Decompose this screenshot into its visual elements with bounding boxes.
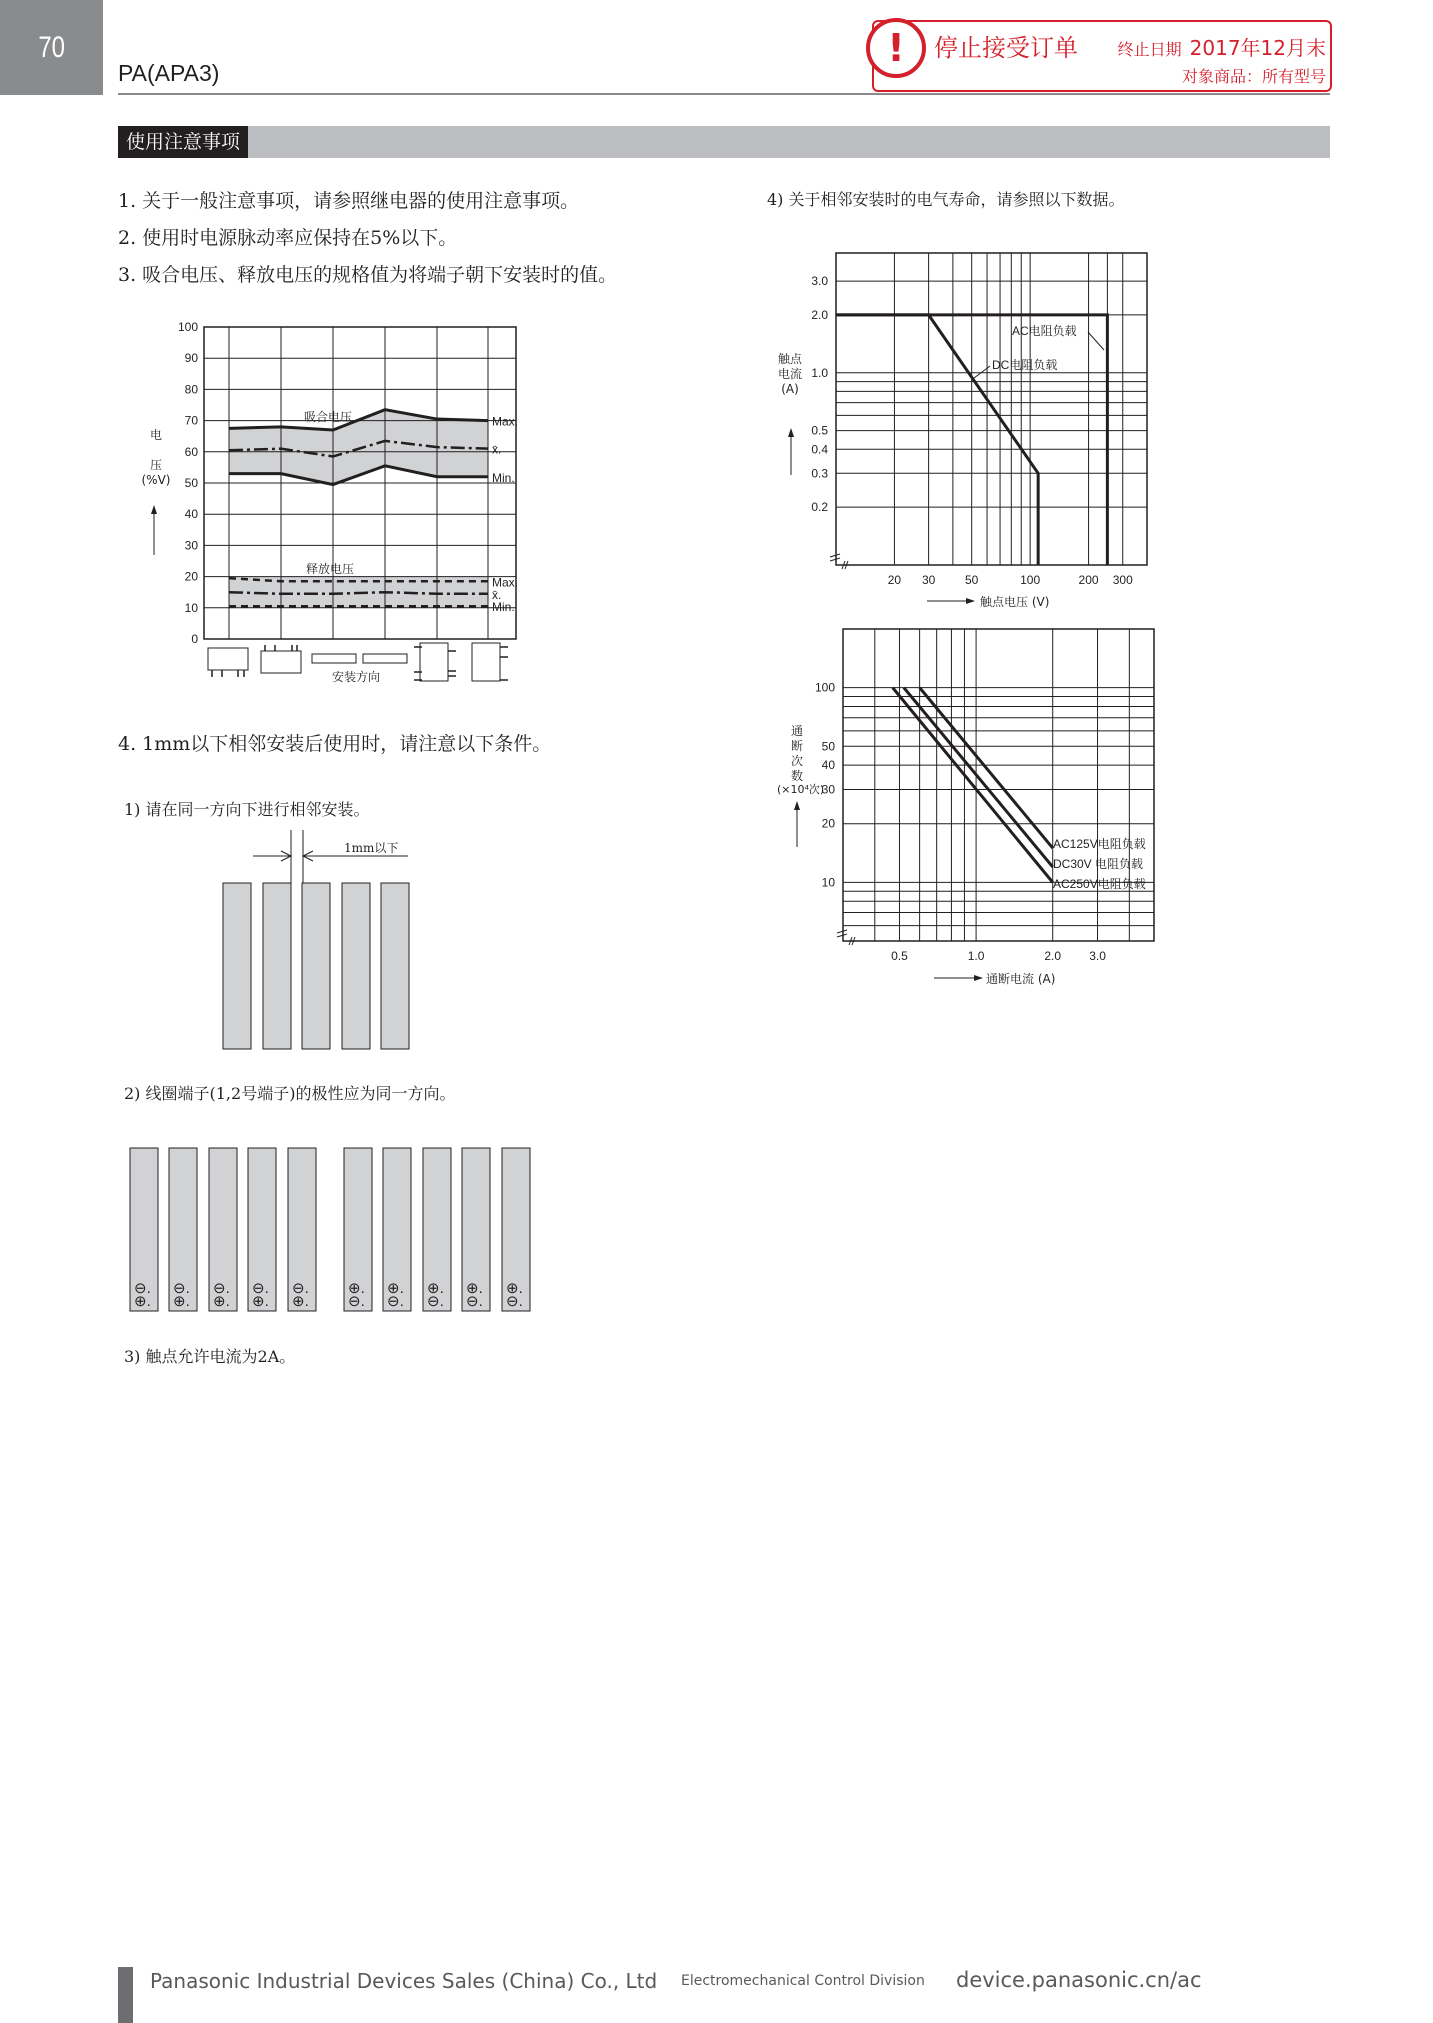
axis-break-icon xyxy=(837,930,855,945)
polarity-symbol: ⊖. xyxy=(466,1293,483,1310)
polarity-symbol: ⊖. xyxy=(427,1293,444,1310)
polarity-symbol: ⊕. xyxy=(252,1293,269,1310)
product-title: PA(APA3) xyxy=(118,60,220,86)
electrical-life-x-tick-label: 3.0 xyxy=(1089,949,1106,963)
polarity-symbol: ⊖. xyxy=(348,1293,365,1310)
polarity-symbol: ⊕. xyxy=(348,1280,365,1297)
y-tick-label: 80 xyxy=(184,382,198,397)
legend-mean: x̄. xyxy=(492,587,502,602)
legend-mean: x̄. xyxy=(492,442,502,457)
relay-body xyxy=(342,883,370,1049)
contact-rating-y-tick-label: 2.0 xyxy=(811,307,828,322)
polarity-symbol: ⊖. xyxy=(213,1280,230,1297)
contact-current-axis-label: 触点电流 (A) xyxy=(778,352,803,396)
note-2: 2. 使用时电源脉动率应保持在5%以下。 xyxy=(118,227,458,249)
polarity-symbol: ⊕. xyxy=(387,1280,404,1297)
series-label: DC30V 电阻负载 xyxy=(1053,857,1144,871)
arrow-head-icon xyxy=(966,598,975,604)
polarity-symbol: ⊖. xyxy=(252,1280,269,1297)
y-tick-label: 40 xyxy=(184,507,198,522)
condition-3: 3) 触点允许电流为2A。 xyxy=(124,1347,296,1366)
legend-max: Max. xyxy=(492,575,519,590)
exclamation-icon: ! xyxy=(866,18,926,78)
condition-4: 4) 关于相邻安装时的电气寿命，请参照以下数据。 xyxy=(767,190,1125,209)
note-3: 3. 吸合电压、释放电压的规格值为将端子朝下安装时的值。 xyxy=(118,264,618,286)
polarity-symbol: ⊖. xyxy=(173,1280,190,1297)
contact-rating-y-tick-label: 0.2 xyxy=(811,500,828,515)
note-1: 1. 关于一般注意事项，请参照继电器的使用注意事项。 xyxy=(118,190,580,212)
y-tick-label: 60 xyxy=(184,444,198,459)
polarity-symbol: ⊕. xyxy=(466,1280,483,1297)
contact-rating-x-tick-label: 50 xyxy=(965,573,979,587)
electrical-life-y-tick-label: 20 xyxy=(821,816,835,831)
electrical-life-x-tick-label: 0.5 xyxy=(891,949,908,963)
y-tick-label: 0 xyxy=(191,632,198,646)
operations-axis-label: 通断次数 xyxy=(790,724,803,783)
contact-rating-y-tick-label: 0.4 xyxy=(811,442,828,457)
y-tick-label: 50 xyxy=(184,476,198,490)
y-tick-label: 20 xyxy=(184,569,198,584)
electrical-life-x-tick-label: 2.0 xyxy=(1044,949,1062,963)
footer-company: Panasonic Industrial Devices Sales (China) Co., Ltd xyxy=(150,1969,658,1993)
relay-orientation-icon xyxy=(472,643,500,681)
series-label: AC125V电阻负载 xyxy=(1053,837,1146,851)
stamp-date-value: 2017年12月末 xyxy=(1189,36,1326,60)
contact-voltage-axis-label: 触点电压 (V) xyxy=(980,595,1050,609)
note-4: 4. 1mm以下相邻安装后使用时，请注意以下条件。 xyxy=(118,733,552,755)
relay-body xyxy=(263,883,291,1049)
axis-break-icon xyxy=(830,554,848,569)
polarity-symbol: ⊖. xyxy=(134,1280,151,1297)
series-label: AC250V电阻负载 xyxy=(1053,877,1146,891)
y-tick-label: 10 xyxy=(184,600,198,615)
ylabel-char: 压 xyxy=(149,458,162,472)
pickup-voltage-label: 吸合电压 xyxy=(304,410,353,424)
relay-orientation-icon xyxy=(420,643,448,681)
spacing-dimension-label: 1mm以下 xyxy=(344,841,399,855)
series-label-ac: AC电阻负载 xyxy=(1012,324,1077,338)
legend-min: Min. xyxy=(492,470,515,485)
electrical-life-y-tick-label: 50 xyxy=(821,739,835,754)
relay-orientation-icon xyxy=(261,651,301,673)
condition-2: 2) 线圈端子(1,2号端子)的极性应为同一方向。 xyxy=(124,1084,456,1103)
polarity-symbol: ⊕. xyxy=(213,1293,230,1310)
ylabel-char: 电 xyxy=(149,428,162,442)
footer-url[interactable]: device.panasonic.cn/ac xyxy=(956,1968,1202,1992)
y-tick-label: 30 xyxy=(184,538,198,553)
leader-line xyxy=(974,366,990,378)
series-label-dc: DC电阻负载 xyxy=(992,358,1058,372)
stamp-target: 对象商品：所有型号 xyxy=(1181,67,1326,86)
leader-line xyxy=(1088,332,1104,350)
contact-rating-y-tick-label: 0.5 xyxy=(811,423,828,438)
page-number: 70 xyxy=(38,30,65,64)
relay-orientation-icon xyxy=(312,654,356,663)
contact-rating-x-tick-label: 200 xyxy=(1078,573,1099,587)
ylabel-unit: (%V) xyxy=(141,473,171,487)
electrical-life-y-tick-label: 40 xyxy=(821,758,835,773)
polarity-symbol: ⊖. xyxy=(506,1293,523,1310)
mounting-direction-label: 安装方向 xyxy=(332,670,381,684)
electrical-life-y-tick-label: 30 xyxy=(821,782,835,797)
relay-orientation-icon xyxy=(363,654,407,663)
arrow-head-icon xyxy=(974,975,983,981)
polarity-symbol: ⊖. xyxy=(387,1293,404,1310)
relay-body xyxy=(223,883,251,1049)
contact-rating-y-tick-label: 0.3 xyxy=(811,466,828,481)
contact-rating-x-tick-label: 300 xyxy=(1112,573,1133,587)
electrical-life-y-tick-label: 100 xyxy=(814,680,835,695)
contact-rating-series-line xyxy=(836,315,1038,565)
polarity-symbol: ⊕. xyxy=(427,1280,444,1297)
release-voltage-label: 释放电压 xyxy=(306,562,355,576)
stamp-main-text: 停止接受订单 xyxy=(934,34,1078,62)
arrow-head-icon xyxy=(151,505,157,514)
relay-body xyxy=(302,883,330,1049)
electrical-life-x-tick-label: 1.0 xyxy=(967,949,985,963)
y-tick-label: 70 xyxy=(184,413,198,428)
footer-bar xyxy=(118,1967,133,2023)
contact-rating-plot-frame xyxy=(836,253,1147,565)
polarity-symbol: ⊕. xyxy=(173,1293,190,1310)
relay-body xyxy=(381,883,409,1049)
y-tick-label: 90 xyxy=(184,351,198,366)
relay-orientation-icon xyxy=(208,648,248,670)
contact-rating-y-tick-label: 3.0 xyxy=(811,274,828,289)
arrow-head-icon xyxy=(788,428,794,437)
electrical-life-y-tick-label: 10 xyxy=(821,875,835,890)
polarity-symbol: ⊖. xyxy=(292,1280,309,1297)
contact-rating-x-tick-label: 100 xyxy=(1020,573,1041,587)
contact-rating-y-tick-label: 1.0 xyxy=(811,365,828,380)
switching-current-axis-label: 通断电流 (A) xyxy=(986,972,1056,986)
arrow-head-icon xyxy=(794,801,800,810)
polarity-symbol: ⊕. xyxy=(134,1293,151,1310)
electrical-life-series-line xyxy=(893,688,1053,883)
y-tick-label: 100 xyxy=(177,320,198,334)
contact-rating-x-tick-label: 20 xyxy=(887,573,902,587)
electrical-life-series-line xyxy=(904,688,1053,867)
stamp-date-label: 终止日期 xyxy=(1117,40,1182,59)
polarity-symbol: ⊕. xyxy=(292,1293,309,1310)
footer-division: Electromechanical Control Division xyxy=(681,1973,925,1989)
condition-1: 1) 请在同一方向下进行相邻安装。 xyxy=(124,800,370,819)
legend-max: Max. xyxy=(492,414,519,429)
legend-min: Min. xyxy=(492,600,515,615)
section-title: 使用注意事项 xyxy=(118,126,248,158)
operations-axis-unit: (×10⁴次) xyxy=(777,783,825,796)
polarity-symbol: ⊕. xyxy=(506,1280,523,1297)
contact-rating-x-tick-label: 30 xyxy=(921,573,936,587)
